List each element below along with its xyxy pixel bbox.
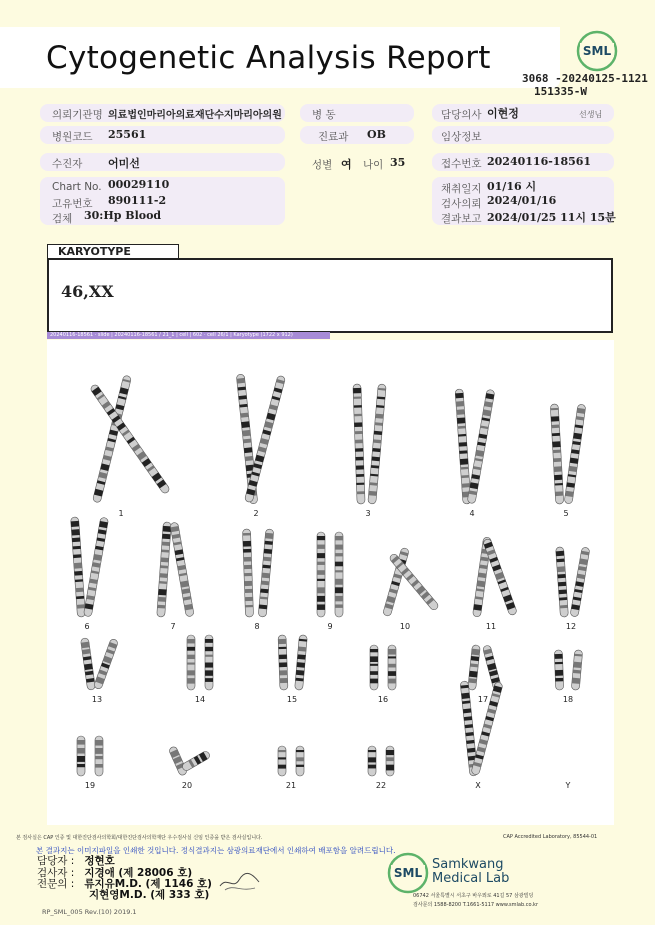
chromosome-18 xyxy=(554,650,563,690)
chromosome-label-4: 4 xyxy=(469,509,475,518)
chromosome-4 xyxy=(455,389,471,504)
accreditation-note: 본 검사실은 CAP 인증 및 대한진단검사의학회/대한진단검사의학재단 우수검사실 신임 인증을 받은 검사실입니다. xyxy=(16,835,263,841)
karyotype-result-box xyxy=(47,258,613,333)
chart-label: Chart No. xyxy=(52,181,102,193)
chromosome-20 xyxy=(181,750,211,772)
collected-label: 채취일지 xyxy=(441,183,482,195)
chromosome-19 xyxy=(77,736,85,776)
logo-text: SML xyxy=(582,44,612,58)
chromosome-13 xyxy=(93,638,118,690)
staff-specialist-1: 전문의 : 류지유M.D. (제 1146 호) xyxy=(37,878,212,890)
specimen-label: 검체 xyxy=(52,213,73,225)
chromosome-6 xyxy=(71,517,86,617)
reported-label: 결과보고 xyxy=(441,213,482,225)
chromosome-3 xyxy=(353,384,365,504)
unique-label: 고유번호 xyxy=(52,198,93,210)
chromosome-21 xyxy=(278,746,286,776)
chromosome-label-3: 3 xyxy=(365,509,371,518)
image-caption-strip: 20240116-18561 · slide | 20240116-18561 / 21_1 | cell | 602 · cell 26/1 | Karyotype (1722 x 912) xyxy=(47,332,330,339)
chromosome-label-13: 13 xyxy=(91,695,103,704)
page-title: Cytogenetic Analysis Report xyxy=(46,40,491,76)
collected-value: 01/16 시 xyxy=(487,180,537,193)
unique-value: 890111-2 xyxy=(108,194,167,207)
staff-specialist-2: 지현영M.D. (제 333 호) xyxy=(89,889,210,901)
chromosome-15 xyxy=(295,635,308,690)
staff-tester: 검사자 : 지경애 (제 28006 호) xyxy=(37,867,193,879)
chromosome-label-Y: Y xyxy=(565,781,571,790)
chromosome-label-2: 2 xyxy=(253,509,259,518)
chromosome-label-19: 19 xyxy=(84,781,96,790)
chromosome-label-18: 18 xyxy=(562,695,574,704)
samkwang-logo-icon xyxy=(387,852,429,894)
chromosome-5 xyxy=(564,404,586,504)
requested-label: 검사의뢰 xyxy=(441,198,482,210)
chromosome-5 xyxy=(550,404,564,504)
chromosome-label-12: 12 xyxy=(565,622,577,631)
chromosome-label-22: 22 xyxy=(375,781,387,790)
doctor-label: 담당의사 xyxy=(441,109,482,121)
chromosome-6 xyxy=(83,517,108,617)
chromosome-label-21: 21 xyxy=(285,781,297,790)
chromosome-21 xyxy=(296,746,304,776)
chromosome-label-5: 5 xyxy=(563,509,569,518)
chromosome-4 xyxy=(467,389,495,504)
chromosome-label-20: 20 xyxy=(181,781,193,790)
reported-value: 2024/01/25 11시 15분 xyxy=(487,211,616,224)
karyotype-result: 46,XX xyxy=(61,282,114,301)
dept-value: OB xyxy=(367,128,386,141)
chromosome-7 xyxy=(170,522,194,617)
chromosome-label-14: 14 xyxy=(194,695,206,704)
dept-label: 진료과 xyxy=(318,131,349,143)
chromosome-16 xyxy=(388,645,396,690)
company-address: 06742 서울특별시 서초구 바우뫼로 41길 57 삼광빌딩 검사문의 1588-8200 T.1661-5117 www.smlab.co.kr xyxy=(413,893,538,908)
chromosome-7 xyxy=(157,522,172,617)
chromosome-label-9: 9 xyxy=(327,622,333,631)
hospital-code-value: 25561 xyxy=(108,128,147,141)
chromosome-12 xyxy=(556,547,569,617)
examinee-label: 수진자 xyxy=(52,158,83,170)
form-number: RP_SML_005 Rev.(10) 2019.1 xyxy=(42,908,137,916)
svg-text:SML: SML xyxy=(393,866,423,880)
chromosome-label-10: 10 xyxy=(399,622,411,631)
institution-value: 의료법인마리아의료재단수지마리아의원 xyxy=(108,110,282,121)
chromosome-label-1: 1 xyxy=(118,509,124,518)
cap-accreditation: CAP Accredited Laboratory, 85544-01 xyxy=(503,834,598,840)
examinee-value: 어미선 xyxy=(108,157,140,170)
company-name: Samkwang Medical Lab xyxy=(432,857,510,886)
chromosome-8 xyxy=(258,529,274,617)
sml-logo-icon xyxy=(576,30,618,72)
requested-value: 2024/01/16 xyxy=(487,194,557,207)
staff-manager: 담당자 : 정현호 xyxy=(37,855,115,867)
accession-label: 접수번호 xyxy=(441,158,482,170)
karyotype-tab: KARYOTYPE xyxy=(47,244,179,259)
chromosome-16 xyxy=(370,645,378,690)
chromosome-label-X: X xyxy=(475,781,481,790)
chromosome-8 xyxy=(242,529,253,617)
chromosome-label-11: 11 xyxy=(485,622,497,631)
karyogram-image xyxy=(47,340,614,825)
chromosome-label-15: 15 xyxy=(286,695,298,704)
chromosome-11 xyxy=(483,538,518,616)
hospital-code-label: 병원코드 xyxy=(52,131,93,143)
sex-label: 성별 xyxy=(312,159,333,171)
chromosome-label-8: 8 xyxy=(254,622,260,631)
report-id: 3068 -20240125-1121 151335-W xyxy=(522,72,648,98)
chromosome-15 xyxy=(278,635,288,690)
doctor-value: 이현정 xyxy=(487,107,519,120)
clinical-info-label: 임상정보 xyxy=(441,131,482,143)
karyogram-chromosomes xyxy=(47,340,614,825)
chromosome-13 xyxy=(80,638,95,691)
chromosome-18 xyxy=(571,650,582,691)
institution-label: 의뢰기관명 xyxy=(52,109,103,121)
signature-icon xyxy=(215,868,265,894)
chromosome-label-17: 17 xyxy=(477,695,489,704)
accession-value: 20240116-18561 xyxy=(487,155,592,168)
age-label: 나이 xyxy=(363,159,384,171)
chromosome-20 xyxy=(168,746,188,777)
chromosome-12 xyxy=(570,547,590,617)
print-notice: 본 결과지는 이미지파일을 인쇄한 것입니다. 정식결과지는 삼광의료재단에서 인쇄하여 배포함을 알려드립니다. xyxy=(36,846,396,855)
chromosome-17 xyxy=(468,645,481,691)
specimen-value: 30:Hp Blood xyxy=(84,209,162,222)
chromosome-14 xyxy=(205,635,213,690)
sex-value: 여 xyxy=(341,158,352,171)
chromosome-22 xyxy=(386,746,394,776)
chromosome-14 xyxy=(187,635,195,690)
doctor-suffix: 선생님 xyxy=(579,110,603,119)
chromosome-3 xyxy=(368,384,386,504)
chart-value: 00029110 xyxy=(108,178,170,191)
age-value: 35 xyxy=(390,156,406,169)
chromosome-label-16: 16 xyxy=(377,695,389,704)
chromosome-22 xyxy=(368,746,376,776)
chromosome-19 xyxy=(95,736,103,776)
chromosome-label-6: 6 xyxy=(84,622,90,631)
chromosome-9 xyxy=(335,532,343,617)
chromosome-label-7: 7 xyxy=(170,622,176,631)
ward-label: 병 동 xyxy=(312,109,336,121)
chromosome-9 xyxy=(317,532,325,617)
